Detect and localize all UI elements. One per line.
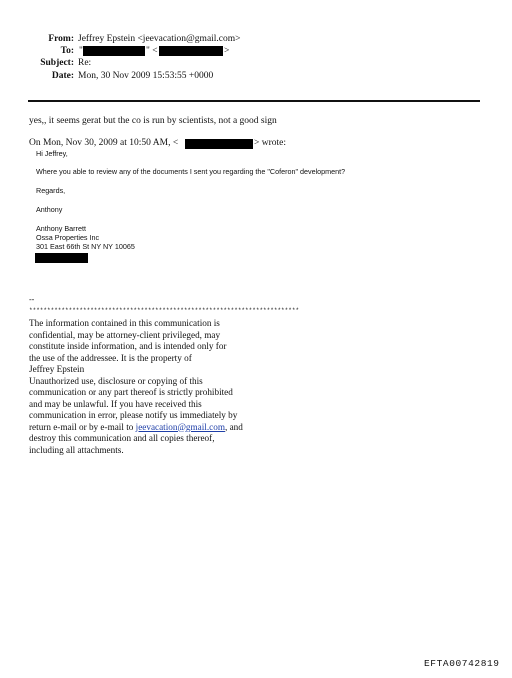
- quote-greeting: Hi Jeffrey,: [36, 149, 68, 158]
- subject-value: Re:: [78, 58, 92, 68]
- to-mid: " <: [146, 46, 158, 56]
- redaction-box: [83, 46, 145, 56]
- disclaimer-line: communication in error, please notify us immediately by: [29, 410, 238, 420]
- reply-text: yes,, it seems gerat but the co is run by scientists, not a good sign: [29, 116, 277, 126]
- disclaimer-line: The information contained in this communication is: [29, 318, 220, 328]
- header-divider: [28, 100, 480, 102]
- quote-intro-after: > wrote:: [254, 138, 287, 148]
- signature-company: Ossa Properties Inc: [36, 233, 100, 242]
- email-link[interactable]: jeevacation@gmail.com: [135, 421, 225, 432]
- disclaimer-line: and may be unlawful. If you have received this: [29, 398, 202, 409]
- to-prefix: ": [79, 46, 83, 56]
- quote-question: Where you able to review any of the documents I sent you regarding the "Coferon" development?: [36, 167, 346, 176]
- from-value: Jeffrey Epstein <jeevacation@gmail.com>: [78, 34, 241, 44]
- signature-separator: --: [29, 295, 35, 304]
- disclaimer-text: return e-mail or by e-mail to: [29, 421, 136, 432]
- disclaimer-star-rule: ***************************************************************************: [29, 307, 300, 314]
- quote-name: Anthony: [36, 205, 63, 214]
- redaction-box: [35, 253, 88, 263]
- from-label: From:: [48, 34, 74, 44]
- disclaimer-line-with-link: [29, 422, 243, 433]
- disclaimer-line: destroy this communication and all copies thereof,: [29, 433, 215, 443]
- signature-name: Anthony Barrett: [36, 224, 86, 233]
- subject-label: Subject:: [40, 58, 74, 68]
- redaction-box: [185, 139, 253, 149]
- signature-address: 301 East 66th St NY NY 10065: [36, 242, 135, 251]
- bates-number: EFTA00742819: [424, 658, 500, 669]
- date-value: Mon, 30 Nov 2009 15:53:55 +0000: [78, 71, 214, 81]
- redaction-box: [159, 46, 223, 56]
- disclaimer-line: confidential, may be attorney-client privileged, may: [29, 329, 221, 340]
- disclaimer-line: the use of the addressee. It is the property of: [29, 352, 192, 363]
- date-label: Date:: [51, 71, 74, 81]
- disclaimer-text: , and: [224, 421, 243, 432]
- disclaimer-line: including all attachments.: [29, 444, 124, 455]
- quote-closing: Regards,: [36, 186, 66, 195]
- disclaimer-line: Unauthorized use, disclosure or copying of this: [29, 375, 203, 386]
- to-label: To:: [60, 46, 74, 56]
- quote-intro-before: On Mon, Nov 30, 2009 at 10:50 AM, <: [29, 138, 179, 148]
- disclaimer-line: Jeffrey Epstein: [29, 364, 85, 374]
- to-suffix: >: [224, 46, 230, 56]
- disclaimer-line: communication or any part thereof is strictly prohibited: [29, 387, 233, 397]
- disclaimer-line: constitute inside information, and is intended only for: [29, 341, 227, 351]
